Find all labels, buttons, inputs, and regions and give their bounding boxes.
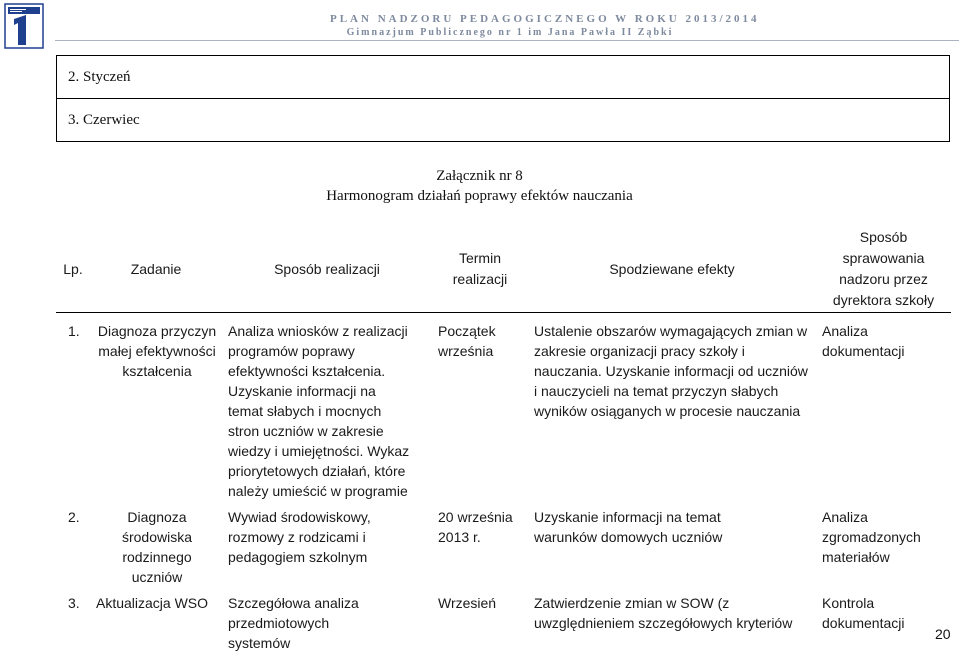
month-cell: 3. Czerwiec (57, 99, 950, 142)
school-logo (4, 3, 44, 49)
row-lp: 1. (68, 322, 80, 339)
row-term: Wrzesień (438, 594, 497, 611)
header-task: Zadanie (90, 226, 222, 312)
row-lp: 3. (68, 594, 80, 611)
table-row (57, 56, 950, 99)
plan-title: PLAN NADZORU PEDAGOGICZNEGO W ROKU 2013/2014 (330, 13, 760, 25)
row-term: 20 września 2013 r. (438, 508, 513, 545)
row-task: Aktualizacja WSO (96, 594, 209, 611)
school-name: Gimnazjum Publicznego nr 1 im Jana Pawła II Ząbki (346, 27, 674, 38)
header-method: Sposób realizacji (222, 226, 432, 312)
table-row (56, 501, 951, 587)
header-supervision: Sposób sprawowania nadzoru przez dyrektora szkoły (816, 226, 951, 312)
row-task: Diagnoza przyczyn małej efektywności kształcenia (97, 322, 217, 379)
table-row (56, 587, 951, 653)
row-supervision: Kontrola dokumentacji (822, 594, 905, 631)
row-effects: Ustalenie obszarów wymagających zmian w zakresie organizacji pracy szkoły i nauczania. Uzyskanie informacji od uczniów i nauczycieli na temat przyczyn słabych wyników osiąganych w procesie nauczania (534, 322, 808, 419)
table-header-row (56, 226, 951, 312)
months-table (56, 55, 950, 142)
row-method: Wywiad środowiskowy, rozmowy z rodzicami i pedagogiem szkolnym (228, 508, 371, 565)
row-task: Diagnoza środowiska rodzinnego uczniów (121, 508, 193, 585)
table-row (57, 99, 950, 142)
header-divider (55, 40, 959, 41)
annex-title: Harmonogram działań poprawy efektów nauczania (326, 188, 633, 204)
header-lp: Lp. (56, 226, 90, 312)
page-number: 20 (935, 626, 951, 642)
row-supervision: Analiza zgromadzonych materiałów (822, 508, 921, 565)
row-method: Analiza wniosków z realizacji programów poprawy efektywności kształcenia. Uzyskanie informacji na temat słabych i mocnych stron uczniów w zakresie wiedzy i umiejętności. Wykaz priorytetowych działań, które należy umieścić w programie (228, 322, 410, 499)
row-lp: 2. (68, 508, 80, 525)
header-effects: Spodziewane efekty (528, 226, 816, 312)
row-term: Początek września (438, 322, 496, 359)
row-effects: Uzyskanie informacji na temat warunków domowych uczniów (534, 508, 723, 545)
header-term: Termin realizacji (432, 226, 528, 312)
month-cell: 2. Styczeń (57, 56, 950, 99)
row-supervision: Analiza dokumentacji (822, 322, 905, 359)
annex-number: Załącznik nr 8 (436, 168, 523, 184)
row-effects: Zatwierdzenie zmian w SOW (z uwzględnieniem szczegółowych kryteriów (534, 594, 793, 631)
row-method: Szczegółowa analiza przedmiotowych systemów (228, 594, 359, 651)
improvement-schedule-table (56, 226, 951, 653)
table-row (56, 312, 951, 501)
